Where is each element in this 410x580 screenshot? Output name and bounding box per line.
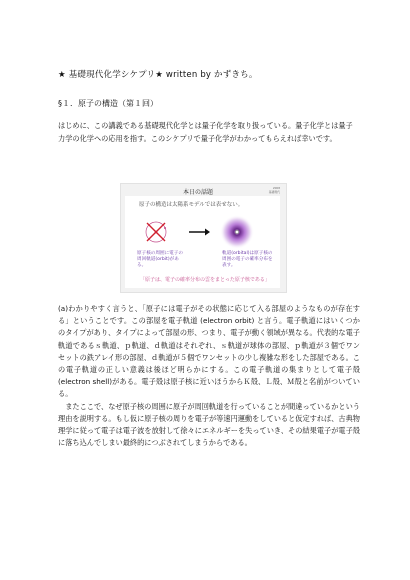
section-heading: §１．原子の構造（第１回） [58,99,158,108]
body-paragraph-1: (a)わかりやすく言うと、「原子には電子がその状態に応じて入る部屋のようなものが存在する」ということです。この部屋を電子軌道 (electron orbit) と言う。電子軌道にはいくつかのタイプがあり、タイプによって部屋の形、つまり、電子が動く領域が異なる。代表的な電子軌道であるｓ軌道、ｐ軌道、ｄ軌道はそれぞれ、ｓ軌道が球体の部屋、ｐ軌道が３個でワンセットの鉄アレイ形の部屋、ｄ軌道が５個でワンセットの少し複雑な形をした部屋である。この電子軌道の正しい意義は後ほど明らかにする。この電子軌道の集まりとして電子殻(electron shell)がある。電子殻は原子核に近いほうからＫ殻、Ｌ殻、Ｍ殻と名前がついている。 [58,304,360,399]
lecture-slide [120,183,287,293]
atom-model-diagram [137,214,272,250]
slide-corner-text: 2008 基礎現代 [268,186,280,194]
arrow-icon [189,229,210,236]
slide-summary: 「原子は、電子の確率分布の雲をまとった原子核である」 [140,277,270,283]
orbit-caption: 原子核の周囲に電子の周回軌道(orbit)がある。 [137,251,183,268]
slide-body [125,196,280,288]
intro-paragraph: はじめに、この講義である基礎現代化学とは量子化学を取り扱っている。量子化学とは量子力学の化学への応用を指す。このシケプリで量子化学がわかってもらえれば幸いです。 [58,121,353,143]
body-paragraph-2: またここで、なぜ原子核の周囲に原子が周回軌道を行っていることが間違っているかという理由を説明する。もし仮に原子核の周りを電子が等速円運動をしていると仮定すれば、古典物理学に従って電子は電子波を放射して徐々にエネルギーを失っていき、その結果電子が電子殻に落ち込んでしまい最終的につぶされてしまうからである。 [58,401,360,448]
slide-title: 本日の話題 [183,189,214,196]
body-text [58,303,360,449]
electron-cloud-model [220,215,254,249]
page-title: ★ 基礎現代化学シケプリ★ written by かずきち。 [58,70,258,80]
orbit-model-crossed-out [146,222,166,242]
orbital-caption: 軌道(orbital)は原子核の周囲の電子の確率分布を表す。 [222,251,273,268]
slide-lead-text: 原子の構造は太陽系モデルでは表せない。 [139,202,244,208]
